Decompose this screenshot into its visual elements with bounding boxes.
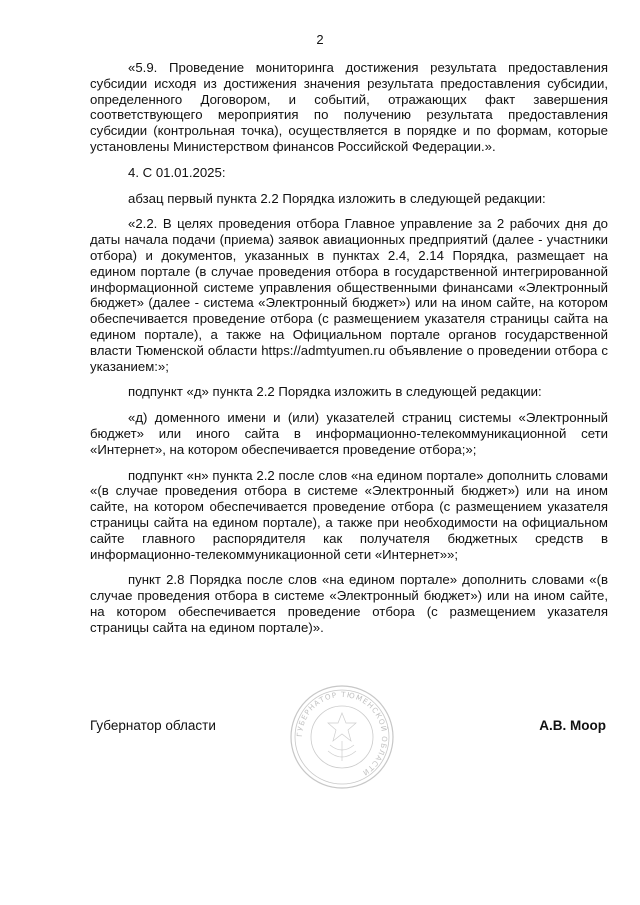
paragraph-abzac-2-2: абзац первый пункта 2.2 Порядка изложить в следующей редакции:: [128, 190, 546, 206]
paragraph-item-4: 4. С 01.01.2025:: [128, 164, 226, 180]
paragraph-podpunkt-n: подпункт «н» пункта 2.2 после слов «на едином портале» дополнить словами «(в случае проведения отбора в системе «Электронный бюджет») или на ином сайте, на котором обеспечивается проведение отбора (с размещением указателя страницы сайта на едином портале), а также при необходимости на официальном сайте главного распорядителя как получателя бюджетных средств в информационно-телекоммуникационной сети «Интернет»»;: [90, 467, 608, 562]
paragraph-punkt-2-8: пункт 2.8 Порядка после слов «на едином портале» дополнить словами «(в случае проведения отбора в системе «Электронный бюджет») или на ином сайте, на котором обеспечивается проведение отбора (с размещением указателя страницы сайта на едином портале)».: [90, 572, 608, 635]
signatory-name: А.В. Моор: [539, 718, 606, 733]
official-seal-icon: [288, 683, 396, 791]
paragraph-d-text: «д) доменного имени и (или) указателей страниц системы «Электронный бюджет» или иного сайта в информационно-телекоммуникационной сети «Интернет», на котором обеспечивается проведение отбора;»;: [90, 410, 608, 457]
seal-text: ГУБЕРНАТОР ТЮМЕНСКОЙ ОБЛАСТИ: [294, 689, 390, 778]
page-number: 2: [316, 32, 324, 47]
paragraph-podpunkt-d: подпункт «д» пункта 2.2 Порядка изложить в следующей редакции:: [128, 384, 542, 400]
paragraph-5-9: «5.9. Проведение мониторинга достижения результата предоставления субсидии исходя из достижения значения результата предоставления субсидии, определенного Договором, и событий, отражающих факт завершения соответствующего мероприятия по получению результата предоставления субсидии (контрольная точка), осуществляется в порядке и по формам, которые установлены Министерством финансов Российской Федерации.».: [90, 60, 608, 154]
signatory-position: Губернатор области: [90, 718, 216, 733]
paragraph-2-2-text: «2.2. В целях проведения отбора Главное управление за 2 рабочих дня до даты начала подачи (приема) заявок авиационных предприятий (далее - участники отбора) и документов, указанных в пунктах 2.4, 2.14 Порядка, размещает на едином портале (в случае проведения отбора в государственной интегрированной информационной системе управления общественными финансами «Электронный бюджет» (далее - система «Электронный бюджет») или на ином сайте, на котором обеспечивается проведение отбора (с размещением указателя страницы сайта на едином портале), а также на Официальном портале органов государственной власти Тюменской области https://admtyumen.ru объявление о проведении отбора с указанием:»;: [90, 216, 608, 374]
document-body: [90, 60, 608, 646]
